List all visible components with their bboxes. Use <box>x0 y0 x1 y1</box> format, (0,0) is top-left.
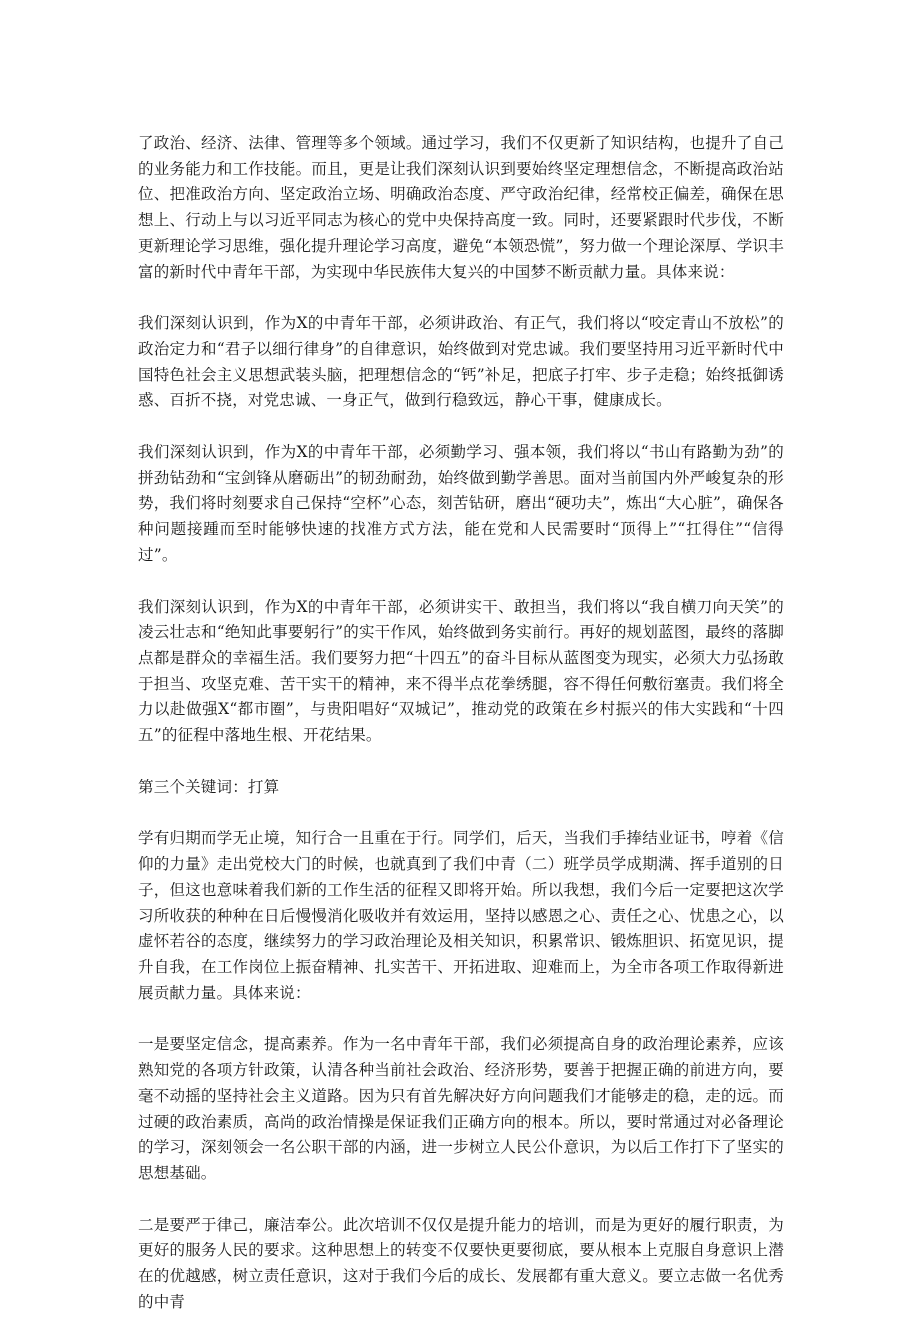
paragraph-point-one: 一是要坚定信念，提高素养。作为一名中青年干部，我们必须提高自身的政治理论素养，应该熟知党的各项方针政策，认清各种当前社会政治、经济形势，要善于把握正确的前进方向，要毫不动摇的坚持社会主义道路。因为只有首先解决好方向问题我们才能够走的稳，走的远。而过硬的政治素质，高尚的政治情操是保证我们正确方向的根本。所以，要时常通过对必备理论的学习，深刻领会一名公职干部的内涵，进一步树立人民公仆意识，为以后工作打下了坚实的思想基础。 <box>138 1035 784 1182</box>
paragraph-practice: 我们深刻认识到，作为X的中青年干部，必须讲实干、敢担当，我们将以“我自横刀向天笑”的凌云壮志和“绝知此事要躬行”的实干作风，始终做到务实前行。再好的规划蓝图，最终的落脚点都是群众的幸福生活。我们要努力把“十四五”的奋斗目标从蓝图变为现实，必须大力弘扬敢于担当、攻坚克难、苦干实干的精神，来不得半点花拳绣腿，容不得任何敷衍塞责。我们将全力以赴做强X“都市圈”，与贵阳唱好“双城记”，推动党的政策在乡村振兴的伟大实践和“十四五”的征程中落地生根、开花结果。 <box>138 597 784 745</box>
section-heading-plan: 第三个关键词：打算 <box>138 777 280 796</box>
paragraph-plan-intro: 学有归期而学无止境，知行合一且重在于行。同学们，后天，当我们手捧结业证书，哼着《信仰的力量》走出党校大门的时候，也就真到了我们中青（二）班学员学成期满、挥手道别的日子，但这也意味着我们新的工作生活的征程又即将开始。所以我想，我们今后一定要把这次学习所收获的种种在日后慢慢消化吸收并有效运用，坚持以感恩之心、责任之心、忧患之心，以虚怀若谷的态度，继续努力的学习政治理论及相关知识，积累常识、锻炼胆识、拓宽见识，提升自我，在工作岗位上振奋精神、扎实苦干、开拓进取、迎难而上，为全市各项工作取得新进展贡献力量。具体来说： <box>138 829 784 1002</box>
paragraph-study: 我们深刻认识到，作为X的中青年干部，必须勤学习、强本领，我们将以“书山有路勤为劲”的拼劲钻劲和“宝剑锋从磨砺出”的韧劲耐劲，始终做到勤学善思。面对当前国内外严峻复杂的形势，我们将时刻要求自己保持“空杯”心态，刻苦钻研，磨出“硬功夫”，炼出“大心脏”，确保各种问题接踵而至时能够快速的找准方式方法，能在党和人民需要时“顶得上”“扛得住”“信得过”。 <box>138 443 784 564</box>
paragraph-point-two: 二是要严于律己，廉洁奉公。此次培训不仅仅是提升能力的培训，而是为更好的履行职责，为更好的服务人民的要求。这种思想上的转变不仅要快更要彻底，要从根本上克服自身意识上潜在的优越感，树立责任意识，这对于我们今后的成长、发展都有重大意义。要立志做一名优秀的中青 <box>138 1215 784 1311</box>
document-page <box>138 131 784 1341</box>
paragraph-intro: 了政治、经济、法律、管理等多个领域。通过学习，我们不仅更新了知识结构，也提升了自己的业务能力和工作技能。而且，更是让我们深刻认识到要始终坚定理想信念，不断提高政治站位、把准政治方向、坚定政治立场、明确政治态度、严守政治纪律，经常校正偏差，确保在思想上、行动上与以习近平同志为核心的党中央保持高度一致。同时，还要紧跟时代步伐，不断更新理论学习思维，强化提升理论学习高度，避免“本领恐慌”，努力做一个理论深厚、学识丰富的新时代中青年干部，为实现中华民族伟大复兴的中国梦不断贡献力量。具体来说： <box>138 134 784 281</box>
paragraph-politics: 我们深刻认识到，作为X的中青年干部，必须讲政治、有正气，我们将以“咬定青山不放松”的政治定力和“君子以细行律身”的自律意识，始终做到对党忠诚。我们要坚持用习近平新时代中国特色社会主义思想武装头脑，把理想信念的“钙”补足，把底子打牢、步子走稳；始终抵御诱惑、百折不挠，对党忠诚、一身正气，做到行稳致远，静心干事，健康成长。 <box>138 314 784 410</box>
